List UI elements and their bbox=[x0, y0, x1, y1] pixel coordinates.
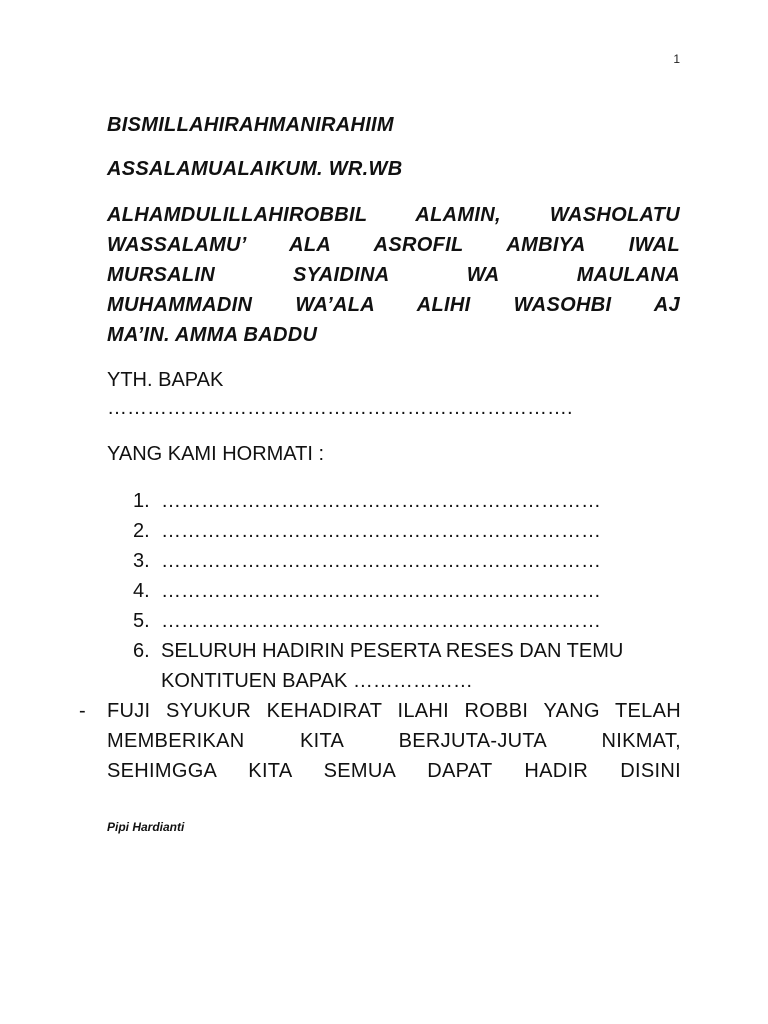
list-item bbox=[133, 516, 680, 546]
praise-line: MURSALIN SYAIDINA WA MAULANA bbox=[107, 264, 680, 286]
page-number: 1 bbox=[673, 52, 680, 66]
praise-line: ALHAMDULILLAHIROBBIL ALAMIN, WASHOLATU bbox=[107, 204, 680, 226]
list-item-text: ………………………………………………………… bbox=[161, 580, 601, 602]
praise-line: WASSALAMU’ ALA ASROFIL AMBIYA IWAL bbox=[107, 234, 680, 256]
bullet-paragraph bbox=[107, 696, 681, 786]
speech-body bbox=[107, 112, 680, 696]
list-item-number: 2. bbox=[133, 520, 150, 542]
bullet-line: FUJI SYUKUR KEHADIRAT ILAHI ROBBI YANG TELAH bbox=[107, 700, 681, 722]
praise-line: MA’IN. AMMA BADDU bbox=[107, 324, 318, 346]
list-item bbox=[133, 576, 680, 606]
list-item bbox=[133, 486, 680, 516]
list-item-number: 3. bbox=[133, 550, 150, 572]
list-item-text: ………………………………………………………… bbox=[161, 490, 601, 512]
list-item-number: 4. bbox=[133, 580, 150, 602]
list-item bbox=[133, 636, 680, 696]
gratitude-bullet bbox=[79, 696, 681, 786]
salutation-line: YTH. BAPAK ……………………………………………………………. bbox=[107, 369, 573, 419]
honored-list bbox=[107, 486, 680, 696]
greeting-heading: ASSALAMUALAIKUM. WR.WB bbox=[107, 158, 403, 180]
list-item-text: SELURUH HADIRIN PESERTA RESES DAN TEMU KONTITUEN BAPAK ……………… bbox=[161, 640, 624, 692]
list-item bbox=[133, 606, 680, 636]
bullet-marker: - bbox=[79, 700, 86, 722]
bullet-line: SEHIMGGA KITA SEMUA DAPAT HADIR DISINI bbox=[107, 760, 681, 782]
list-item-number: 6. bbox=[133, 640, 150, 662]
author-footer: Pipi Hardianti bbox=[107, 820, 185, 834]
list-item-number: 5. bbox=[133, 610, 150, 632]
list-item-text: ………………………………………………………… bbox=[161, 610, 601, 632]
list-item-text: ………………………………………………………… bbox=[161, 550, 601, 572]
list-item-number: 1. bbox=[133, 490, 150, 512]
opening-heading: BISMILLAHIRAHMANIRAHIIM bbox=[107, 114, 394, 136]
bullet-line: MEMBERIKAN KITA BERJUTA-JUTA NIKMAT, bbox=[107, 730, 681, 752]
list-item-text: ………………………………………………………… bbox=[161, 520, 601, 542]
list-item bbox=[133, 546, 680, 576]
praise-line: MUHAMMADIN WA’ALA ALIHI WASOHBI AJ bbox=[107, 294, 680, 316]
honored-label: YANG KAMI HORMATI : bbox=[107, 443, 325, 465]
praise-paragraph bbox=[107, 200, 680, 350]
